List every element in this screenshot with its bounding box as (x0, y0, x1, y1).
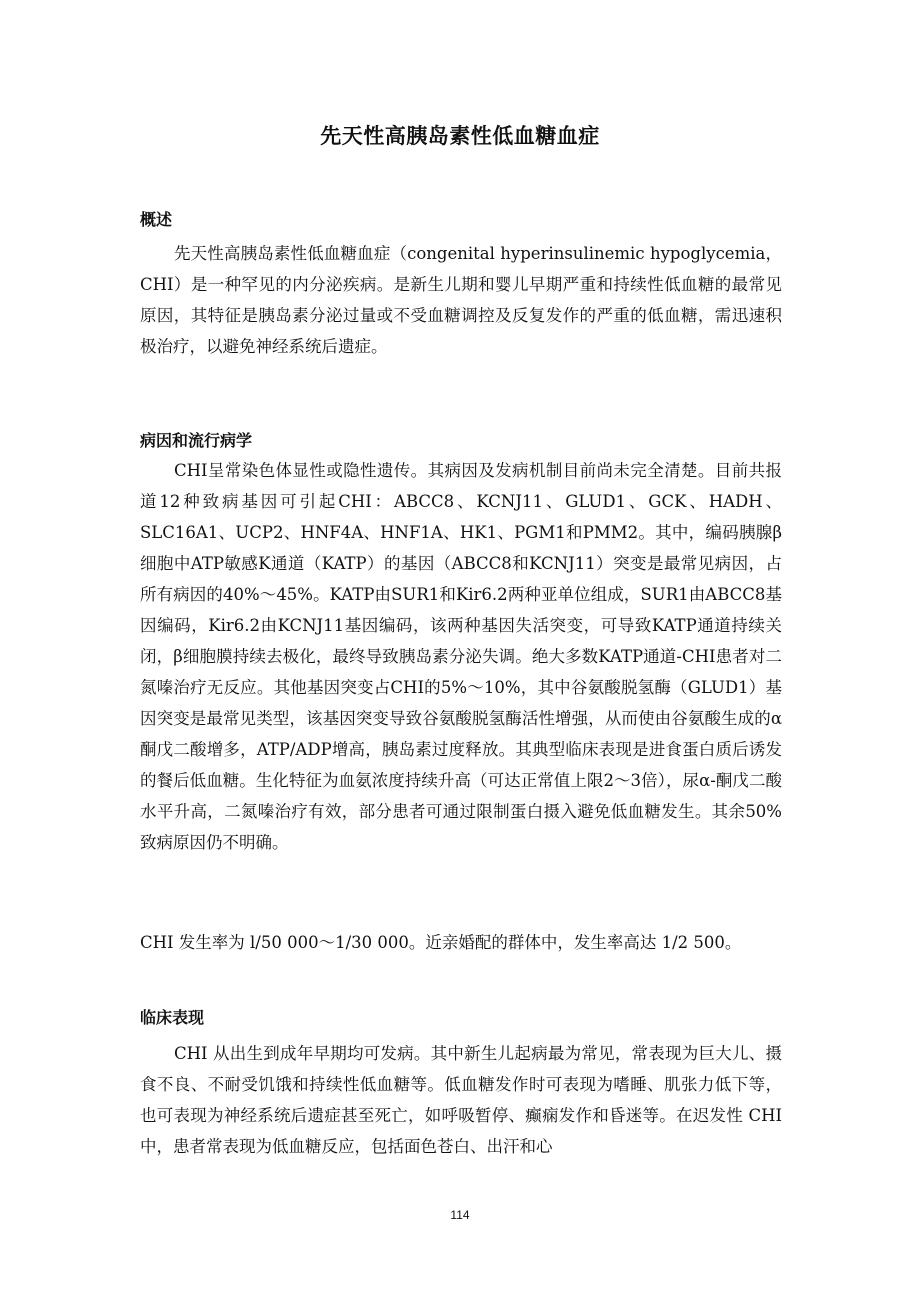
page-title: 先天性高胰岛素性低血糖血症 (320, 124, 600, 148)
overview-paragraph: 先天性高胰岛素性低血糖血症（congenital hyperinsulinemic hypoglycemia，CHI）是一种罕见的内分泌疾病。是新生儿期和婴儿早期严重和持续性低血糖的最常见原因，其特征是胰岛素分泌过量或不受血糖调控及反复发作的严重的低血糖，需迅速积极治疗，以避免神经系统后遗症。 (140, 244, 782, 356)
clinical-paragraph: CHI 从出生到成年早期均可发病。其中新生儿起病最为常见，常表现为巨大儿、摄食不良、不耐受饥饿和持续性低血糖等。低血糖发作时可表现为嗜睡、肌张力低下等，也可表现为神经系统后遗症甚至死亡，如呼吸暂停、癫痫发作和昏迷等。在迟发性 CHI 中，患者常表现为低血糖反应，包括面色苍白、出汗和心 (140, 1044, 782, 1156)
section-heading-etiology: 病因和流行病学 (140, 431, 253, 450)
page-number: 114 (450, 1208, 470, 1222)
section-heading-clinical: 临床表现 (140, 1008, 205, 1027)
etiology-paragraph: CHI呈常染色体显性或隐性遗传。其病因及发病机制目前尚未完全清楚。目前共报道12种致病基因可引起CHI：ABCC8、KCNJ11、GLUD1、GCK、HADH、SLC16A1、UCP2、HNF4A、HNF1A、HK1、PGM1和PMM2。其中，编码胰腺β细胞中ATP敏感K通道（KATP）的基因（ABCC8和KCNJ11）突变是最常见病因，占所有病因的40%～45%。KATP由SUR1和Kir6.2两种亚单位组成，SUR1由ABCC8基因编码，Kir6.2由KCNJ11基因编码，该两种基因失活突变，可导致KATP通道持续关闭，β细胞膜持续去极化，最终导致胰岛素分泌失调。绝大多数KATP通道-CHI患者对二氮嗪治疗无反应。其他基因突变占CHI的5%～10%，其中谷氨酸脱氢酶（GLUD1）基因突变是最常见类型，该基因突变导致谷氨酸脱氢酶活性增强，从而使由谷氨酸生成的α酮戊二酸增多，ATP/ADP增高，胰岛素过度释放。其典型临床表现是进食蛋白质后诱发的餐后低血糖。生化特征为血氨浓度持续升高（可达正常值上限2～3倍），尿α-酮戊二酸水平升高，二氮嗪治疗有效，部分患者可通过限制蛋白摄入避免低血糖发生。其余50%致病原因仍不明确。 (140, 461, 782, 852)
incidence-line: CHI 发生率为 l/50 000～1/30 000。近亲婚配的群体中，发生率高达 1/2 500。 (140, 933, 742, 952)
section-heading-overview: 概述 (140, 210, 173, 229)
